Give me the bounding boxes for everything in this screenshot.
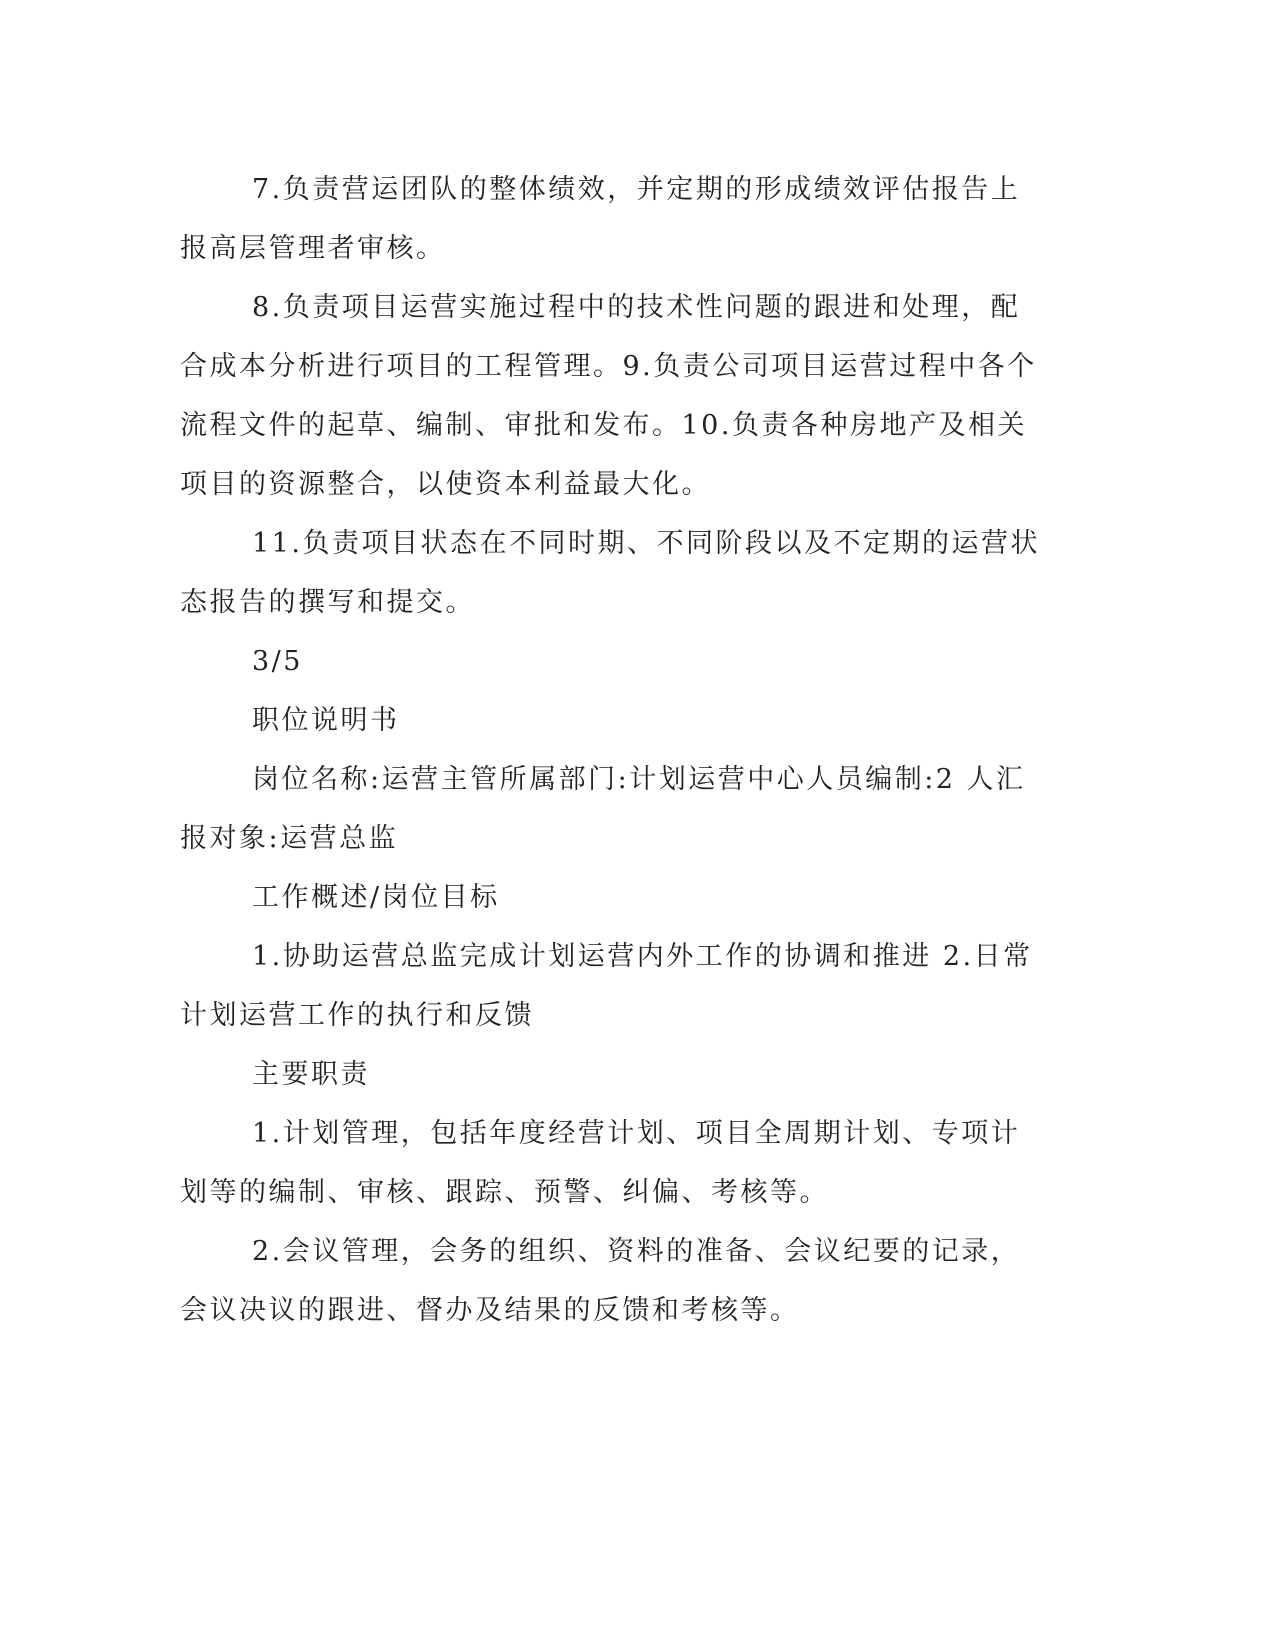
paragraph-duty-11: 11.负责项目状态在不同时期、不同阶段以及不定期的运营状态报告的撰写和提交。 — [180, 528, 1040, 618]
paragraph-duty-7: 7.负责营运团队的整体绩效，并定期的形成绩效评估报告上报高层管理者审核。 — [180, 174, 1021, 264]
page-number: 3/5 — [252, 646, 303, 677]
section-heading-main-duties: 主要职责 — [252, 1059, 370, 1090]
position-info: 岗位名称:运营主管所属部门:计划运营中心人员编制:2 人汇报对象:运营总监 — [180, 764, 1026, 854]
overview-text: 1.协助运营总监完成计划运营内外工作的协调和推进 2.日常计划运营工作的执行和反馈 — [180, 941, 1033, 1031]
paragraph-duty-8-10: 8.负责项目运营实施过程中的技术性问题的跟进和处理，配合成本分析进行项目的工程管理。9.负责公司项目运营过程中各个流程文件的起草、编制、审批和发布。10.负责各种房地产及相关项目的资源整合，以使资本利益最大化。 — [180, 292, 1037, 500]
section-heading-job-description: 职位说明书 — [252, 705, 400, 736]
main-duty-2: 2.会议管理，会务的组织、资料的准备、会议纪要的记录，会议决议的跟进、督办及结果的反馈和考核等。 — [180, 1236, 1021, 1326]
document-body — [180, 160, 1040, 1340]
main-duty-1: 1.计划管理，包括年度经营计划、项目全周期计划、专项计划等的编制、审核、跟踪、预警、纠偏、考核等。 — [180, 1118, 1021, 1208]
section-heading-overview: 工作概述/岗位目标 — [252, 882, 500, 913]
